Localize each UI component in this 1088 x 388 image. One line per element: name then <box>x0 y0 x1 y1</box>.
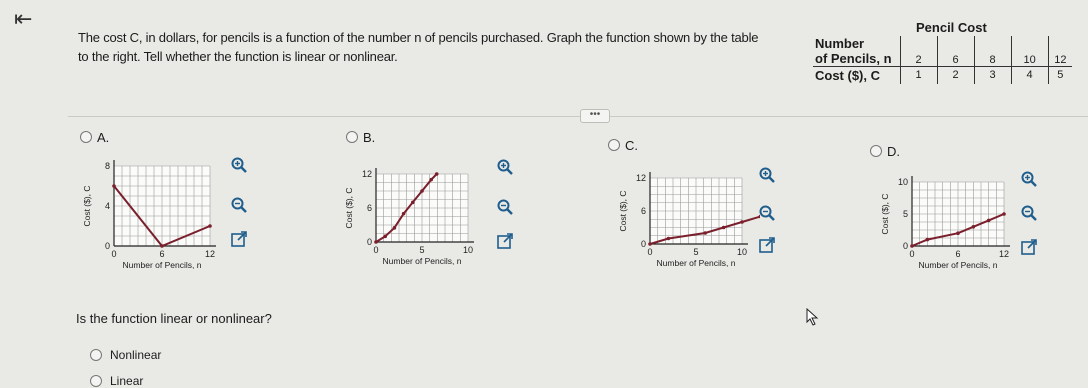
pencil-cost-table <box>813 36 1072 84</box>
answer-linear-radio[interactable] <box>90 375 102 387</box>
y-tick-label: 12 <box>361 169 372 179</box>
table-cell: 2 <box>937 67 974 84</box>
data-point <box>208 224 212 228</box>
zoom-out-icon[interactable] <box>230 196 248 214</box>
data-point <box>987 219 991 223</box>
graph-option-c <box>610 166 760 284</box>
answer-nonlinear-radio[interactable] <box>90 349 102 361</box>
x-tick-label: 12 <box>204 249 216 259</box>
y-tick-label: 0 <box>104 241 110 251</box>
y-axis-label: Cost ($), C <box>344 187 354 229</box>
data-point <box>383 235 387 239</box>
question-text: The cost C, in dollars, for pencils is a function of the number n of pencils purchased. Graph the function shown by the table to the right. Tell whether the function is linear or nonlinear. <box>78 30 759 64</box>
expand-icon[interactable] <box>230 230 248 248</box>
table-row-label-c: Cost ($), C <box>815 67 880 83</box>
option-a-label[interactable]: A. <box>97 130 110 145</box>
zoom-out-icon[interactable] <box>758 204 776 222</box>
x-tick-label: 0 <box>111 249 117 259</box>
y-tick-label: 8 <box>104 161 110 171</box>
option-d-label[interactable]: D. <box>887 144 900 159</box>
table-cell: 1 <box>900 67 937 84</box>
back-arrow-icon[interactable]: ⇤ <box>14 7 33 32</box>
linear-question: Is the function linear or nonlinear? <box>76 311 272 326</box>
y-tick-label: 5 <box>902 209 908 219</box>
y-axis-label: Cost ($), C <box>82 185 92 227</box>
data-point <box>393 226 397 230</box>
table-cell: 3 <box>974 67 1011 84</box>
table-cell: 8 <box>974 36 1011 67</box>
graph-option-d <box>872 172 1022 290</box>
table-title: Pencil Cost <box>916 20 987 35</box>
y-tick-label: 0 <box>640 239 646 249</box>
data-point <box>112 184 116 188</box>
table-cell: 2 <box>900 36 937 67</box>
mouse-cursor-icon <box>806 308 820 326</box>
data-point <box>1002 212 1006 216</box>
data-point <box>956 231 960 235</box>
answer-linear-label[interactable]: Linear <box>110 374 144 388</box>
zoom-in-icon[interactable] <box>1020 170 1038 188</box>
x-tick-label: 12 <box>998 249 1010 259</box>
x-tick-label: 5 <box>419 245 425 255</box>
option-c-label[interactable]: C. <box>625 138 638 153</box>
data-point <box>722 226 726 230</box>
data-point <box>420 189 424 193</box>
data-point <box>374 240 378 244</box>
expand-icon[interactable] <box>758 236 776 254</box>
graph-option-a <box>74 152 224 284</box>
table-cell: 6 <box>937 36 974 67</box>
data-point <box>910 244 914 248</box>
x-tick-label: 0 <box>647 247 653 257</box>
data-point <box>703 231 707 235</box>
zoom-in-icon[interactable] <box>496 158 514 176</box>
option-b-label[interactable]: B. <box>363 130 376 145</box>
option-d-radio[interactable] <box>870 145 882 157</box>
data-point <box>411 201 415 205</box>
x-tick-label: 6 <box>955 249 961 259</box>
row-label-line2: of Pencils, n <box>815 51 892 66</box>
zoom-in-icon[interactable] <box>758 166 776 184</box>
data-point <box>402 212 406 216</box>
table-row-label-n <box>813 36 900 67</box>
y-axis-label: Cost ($), C <box>618 190 628 232</box>
x-tick-label: 10 <box>736 247 748 257</box>
option-a-radio[interactable] <box>80 131 92 143</box>
x-tick-label: 0 <box>373 245 379 255</box>
data-point <box>972 225 976 229</box>
table-cell: 5 <box>1048 67 1072 84</box>
y-tick-label: 4 <box>104 201 110 211</box>
y-tick-label: 10 <box>897 177 908 187</box>
zoom-out-icon[interactable] <box>1020 204 1038 222</box>
zoom-out-icon[interactable] <box>496 198 514 216</box>
zoom-in-icon[interactable] <box>230 156 248 174</box>
data-point <box>160 244 164 248</box>
data-point <box>667 237 671 241</box>
y-tick-label: 0 <box>902 241 908 251</box>
data-point <box>429 178 433 182</box>
data-point <box>740 220 744 224</box>
expand-icon[interactable] <box>1020 238 1038 256</box>
y-axis-label: Cost ($), C <box>880 193 890 235</box>
option-b-radio[interactable] <box>346 131 358 143</box>
x-tick-label: 10 <box>462 245 474 255</box>
y-tick-label: 0 <box>366 237 372 247</box>
graph-option-b <box>336 160 486 284</box>
data-point <box>926 238 930 242</box>
answer-nonlinear-label[interactable]: Nonlinear <box>110 348 162 362</box>
data-point <box>648 242 652 246</box>
table-cell: 12 <box>1048 36 1072 67</box>
y-tick-label: 6 <box>366 203 372 213</box>
section-divider <box>68 116 1088 117</box>
x-axis-label: Number of Pencils, n <box>382 256 462 266</box>
data-point <box>435 172 439 176</box>
table-cell: 10 <box>1011 36 1048 67</box>
x-tick-label: 6 <box>159 249 165 259</box>
y-tick-label: 12 <box>635 173 646 183</box>
more-button[interactable]: ••• <box>580 109 610 123</box>
x-axis-label: Number of Pencils, n <box>656 258 736 268</box>
table-cell: 4 <box>1011 67 1048 84</box>
x-axis-label: Number of Pencils, n <box>122 260 202 270</box>
x-tick-label: 0 <box>909 249 915 259</box>
x-axis-label: Number of Pencils, n <box>918 260 998 270</box>
option-c-radio[interactable] <box>608 139 620 151</box>
expand-icon[interactable] <box>496 232 514 250</box>
x-tick-label: 5 <box>693 247 699 257</box>
y-tick-label: 6 <box>640 206 646 216</box>
row-label-line1: Number <box>815 36 865 51</box>
